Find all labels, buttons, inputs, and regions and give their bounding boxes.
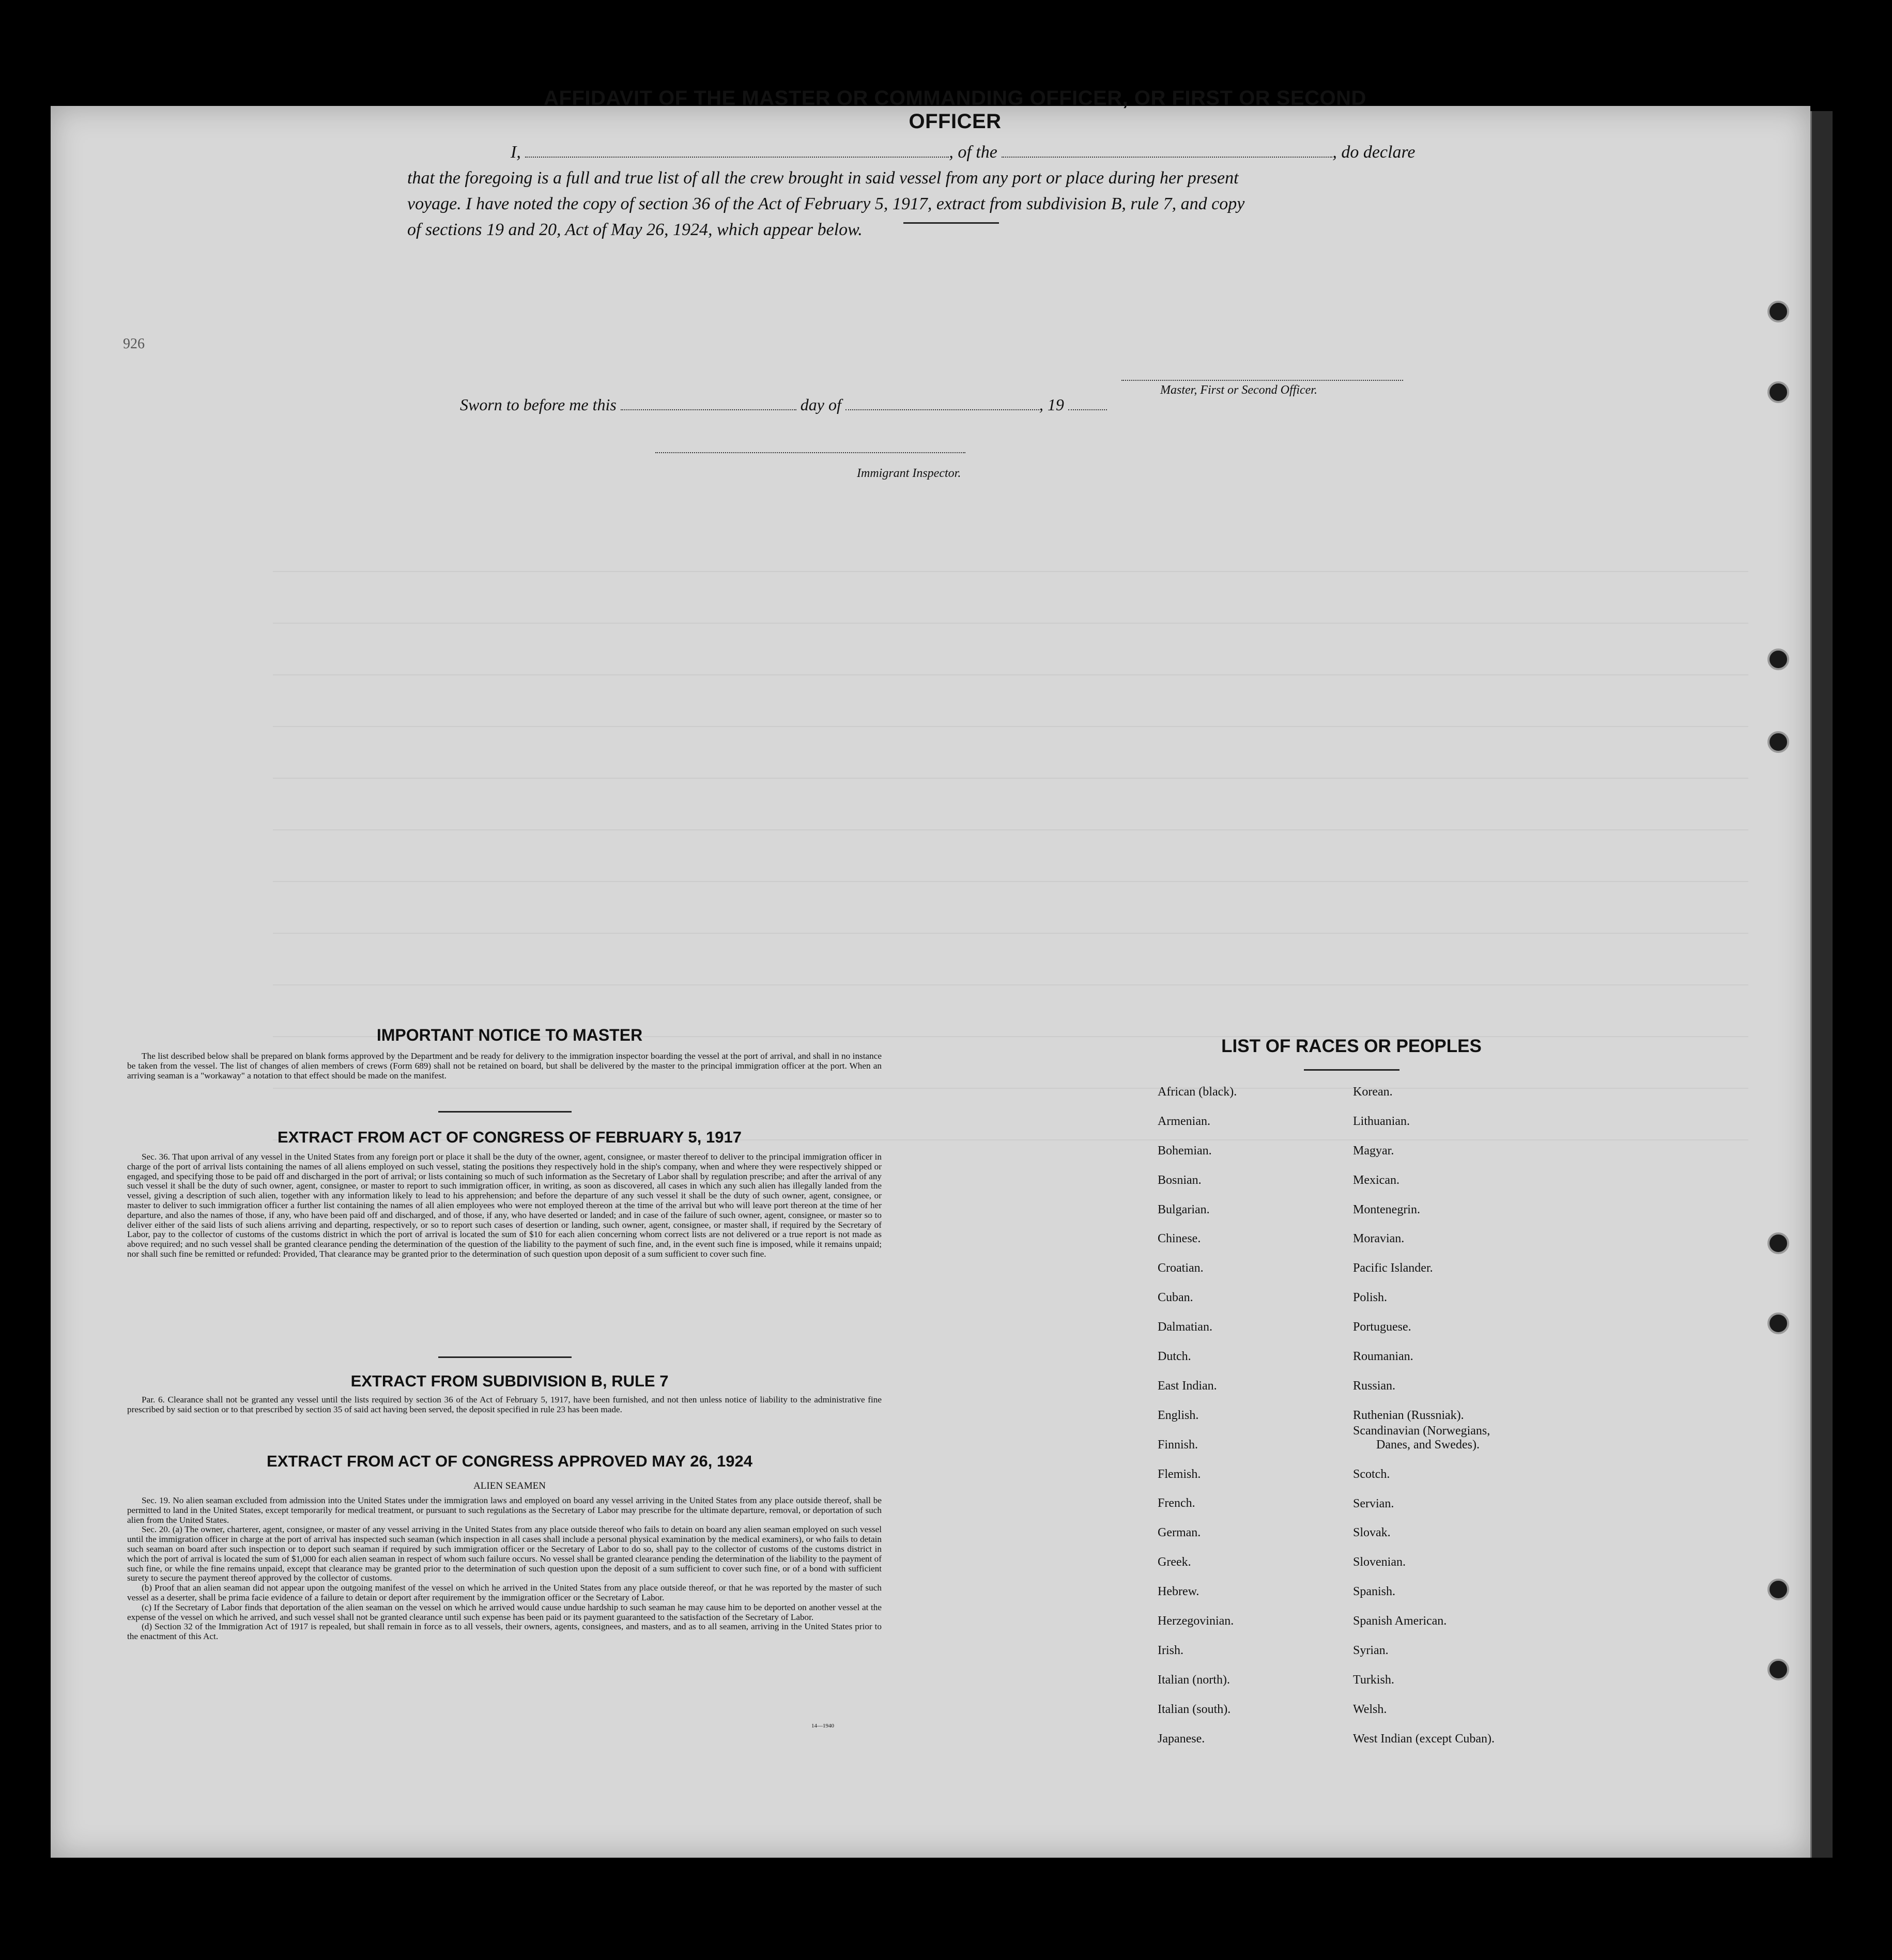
race-item: Herzegovinian. — [1158, 1614, 1234, 1628]
affidavit-of-the: , of the — [949, 143, 997, 162]
affidavit-line-4: of sections 19 and 20, Act of May 26, 1924, which appear below. — [407, 220, 863, 239]
notice-text — [127, 1052, 882, 1081]
race-item: Moravian. — [1353, 1232, 1405, 1246]
race-item: Chinese. — [1158, 1232, 1201, 1246]
divider — [1304, 1069, 1399, 1071]
race-item: Dalmatian. — [1158, 1320, 1212, 1334]
race-item: Armenian. — [1158, 1114, 1210, 1128]
race-item: Slovenian. — [1353, 1555, 1406, 1569]
race-item: Flemish. — [1158, 1467, 1201, 1481]
punch-hole — [1767, 1659, 1789, 1680]
race-item: Roumanian. — [1353, 1350, 1413, 1364]
inspector-label: Immigrant Inspector. — [857, 467, 961, 480]
affidavit-title: AFFIDAVIT OF THE MASTER OR COMMANDING OFFICER, OR FIRST OR SECOND OFFICER — [544, 87, 1366, 133]
race-item: Russian. — [1353, 1379, 1396, 1393]
punch-hole — [1767, 1579, 1789, 1600]
race-item: West Indian (except Cuban). — [1353, 1732, 1495, 1746]
extract-1917-title: EXTRACT FROM ACT OF CONGRESS OF FEBRUARY 5, 1917 — [278, 1128, 742, 1146]
par-6-paragraph: Par. 6. Clearance shall not be granted any vessel until the lists required by section 36 of the Act of February 5, 1917, have been furnished, and not then unless notice of liability to the administrative fine prescribed by said section or to that prescribed by section 35 of said act having been served, the deposit specified in rule 23 has been made. — [127, 1395, 882, 1414]
punch-hole — [1767, 1313, 1789, 1334]
margin-mark: 926 — [123, 336, 145, 352]
vessel-blank[interactable] — [1002, 141, 1332, 158]
race-item: East Indian. — [1158, 1379, 1217, 1393]
race-item: German. — [1158, 1526, 1201, 1540]
race-item: Welsh. — [1353, 1702, 1387, 1716]
races-right-column — [1353, 1085, 1495, 1762]
year-label: , 19 — [1039, 395, 1064, 414]
sec-20b-paragraph: (b) Proof that an alien seaman did not appear upon the outgoing manifest of the vessel on which he arrived in the United States from any place outside thereof, or that he was reported by the master of such vessel as a deserter, shall be prima facie evidence of a failure to detain or deport after requirement by the immigration officer or the Secretary of Labor. — [127, 1583, 882, 1602]
subdivision-b-text — [127, 1395, 882, 1415]
punch-hole — [1767, 649, 1789, 670]
sworn-line — [460, 395, 1107, 414]
alien-seamen-subtitle: ALIEN SEAMEN — [473, 1480, 546, 1491]
extract-1917-text — [127, 1152, 882, 1259]
notice-title: IMPORTANT NOTICE TO MASTER — [376, 1026, 643, 1044]
race-item: Ruthenian (Russniak). — [1353, 1408, 1464, 1422]
day-of-label: day of — [800, 395, 841, 414]
race-item: Spanish. — [1353, 1585, 1396, 1599]
sworn-day-blank[interactable] — [621, 396, 796, 410]
race-item: Japanese. — [1158, 1732, 1205, 1746]
race-item: Turkish. — [1353, 1673, 1394, 1687]
subdivision-b-title: EXTRACT FROM SUBDIVISION B, RULE 7 — [350, 1372, 669, 1390]
race-item: Italian (south). — [1158, 1702, 1231, 1716]
race-item: Italian (north). — [1158, 1673, 1230, 1687]
race-item: Mexican. — [1353, 1173, 1399, 1187]
affidavit-declare: , do declare — [1332, 143, 1416, 162]
affidavit-declaration — [407, 140, 1438, 243]
affidavit-i: I, — [511, 143, 521, 162]
race-item: Scandinavian (Norwegians, — [1353, 1424, 1490, 1438]
divider — [438, 1111, 572, 1113]
race-item: Magyar. — [1353, 1144, 1394, 1158]
race-item: Scotch. — [1353, 1467, 1390, 1481]
form-number: 14—1940 — [811, 1723, 834, 1729]
sec-20a-paragraph: Sec. 20. (a) The owner, charterer, agent, consignee, or master of any vessel arriving in the United States from any place outside thereof who fails to detain on board any alien seaman employed on such vessel until the immigration officer in charge at the port of arrival has inspected such seaman (which inspection in all cases shall include a personal physical examination by the medical examiners), or who fails to detain such seaman on board after such inspection or to deport such seaman if required by such immigration officer or the Secretary of Labor to do so, shall pay to the collector of customs of the customs district in which the port of arrival is located the sum of $1,000 for each alien seaman in respect of whom such failure occurs. No vessel shall be granted clearance pending the determination of the liability to the payment of such fine, or while the fine remains unpaid, except that clearance may be granted prior to the determination of such question upon the deposit of a sum sufficient to cover such fine, or of a bond with sufficient surety to secure the payment thereof approved by the collector of customs. — [127, 1524, 882, 1583]
race-item: Dutch. — [1158, 1350, 1191, 1364]
race-item: Irish. — [1158, 1643, 1183, 1657]
race-item: Polish. — [1353, 1291, 1388, 1305]
punch-hole — [1767, 301, 1789, 322]
race-item: Bulgarian. — [1158, 1202, 1210, 1216]
affidavit-line-2: that the foregoing is a full and true list of all the crew brought in said vessel from any port or place during her present — [407, 168, 1239, 188]
race-item: Lithuanian. — [1353, 1114, 1410, 1128]
race-item: Greek. — [1158, 1555, 1191, 1569]
extract-1924-title: EXTRACT FROM ACT OF CONGRESS APPROVED MAY 26, 1924 — [267, 1452, 752, 1470]
race-item: French. — [1158, 1496, 1195, 1510]
punch-hole — [1767, 1232, 1789, 1254]
inspector-signature-line[interactable] — [655, 452, 965, 453]
sworn-year-blank[interactable] — [1068, 396, 1107, 410]
race-item: Danes, and Swedes). — [1376, 1438, 1480, 1452]
punch-hole — [1767, 731, 1789, 753]
race-item: Portuguese. — [1353, 1320, 1411, 1334]
race-item: Finnish. — [1158, 1438, 1198, 1452]
sec-20d-paragraph: (d) Section 32 of the Immigration Act of 1917 is repealed, but shall remain in force as to all vessels, their owners, agents, consignees, and masters, and as to all seamen, arriving in the United States prior to the enactment of this Act. — [127, 1622, 882, 1642]
races-left-column — [1158, 1085, 1237, 1761]
divider — [438, 1356, 572, 1358]
race-item: English. — [1158, 1408, 1199, 1422]
race-item: Servian. — [1353, 1496, 1394, 1510]
sec-36-paragraph: Sec. 36. That upon arrival of any vessel in the United States from any foreign port or place it shall be the duty of the owner, agent, consignee, or master thereof to deliver to the principal immigration officer in charge of the port of arrival lists containing the names of all aliens employed on such vessel, stating the positions they respectively hold in the ship's company, when and where they were respectively shipped or engaged, and specifying those to be paid off and discharged in the port of arrival; or lists containing so much of such information as the Secretary of Labor shall by regulation prescribe; and after the arrival of any such vessel it shall be the duty of such owner, agent, consignee, or master to report to such immigration officer, in writing, as soon as discovered, all cases in which any such alien has illegally landed from the vessel, giving a description of such alien, together with any information likely to lead to his apprehension; and before the departure of any such vessel it shall be the duty of such owner, agent, consignee, or master to deliver to such immigration officer a further list containing the names of all alien employees who were not employed thereon at the time of the arrival but who will leave port thereon at the time of her departure, and also the names of those, if any, who have been paid off and discharged, and of those, if any, who have deserted or landed; and in case of the failure of such owner, agent, consignee, or master so to deliver either of the said lists of such aliens arriving and departing, respectively, or so to report such cases of desertion or landing, such owner, agent, consignee, or master shall, if required by the Secretary of Labor, pay to the collector of customs of the customs district in which the port of arrival is located the sum of $10 for each alien concerning whom correct lists are not delivered or a true report is not made as above required; and no such vessel shall be granted clearance pending the determination of the question of the liability to the payment of such fine, and, in the event such fine is imposed, while it remains unpaid; nor shall such fine be remitted or refunded: Provided, That clearance may be granted prior to the determination of such question upon deposit of a sum sufficient to cover such fine. — [127, 1152, 882, 1259]
race-item: Korean. — [1353, 1085, 1393, 1099]
race-item: African (black). — [1158, 1085, 1237, 1099]
race-item: Pacific Islander. — [1353, 1261, 1433, 1275]
race-item: Syrian. — [1353, 1644, 1389, 1658]
race-item: Slovak. — [1353, 1526, 1391, 1540]
name-blank[interactable] — [525, 141, 949, 158]
race-item: Montenegrin. — [1353, 1202, 1420, 1216]
race-item: Bohemian. — [1158, 1144, 1212, 1158]
notice-paragraph: The list described below shall be prepared on blank forms approved by the Department and be ready for delivery to the immigration inspector boarding the vessel at the port of arrival, and shall in no instance be taken from the vessel. The list of changes of alien members of crews (Form 689) shall not be retained on board, but shall be delivered by the master to the principal immigration officer at the port. When an arriving seaman is a "workaway" a notation to that effect should be made on the manifest. — [127, 1051, 882, 1081]
extract-1924-text — [127, 1496, 882, 1642]
race-item: Croatian. — [1158, 1261, 1204, 1275]
affidavit-line-3: voyage. I have noted the copy of section 36 of the Act of February 5, 1917, extract from subdivision B, rule 7, and copy — [407, 194, 1245, 213]
sec-19-paragraph: Sec. 19. No alien seaman excluded from admission into the United States under the immigration laws and employed on board any vessel arriving in the United States from any place outside thereof, shall be permitted to land in the United States, except temporarily for medical treatment, or pursuant to such regulations as the Secretary of Labor may prescribe for the ultimate departure, removal, or deportation of such alien from the United States. — [127, 1495, 882, 1525]
sworn-label: Sworn to before me this — [460, 395, 617, 414]
master-signature-label: Master, First or Second Officer. — [1160, 383, 1317, 397]
races-title: LIST OF RACES OR PEOPLES — [1221, 1036, 1482, 1056]
sworn-month-blank[interactable] — [845, 396, 1039, 410]
race-item: Hebrew. — [1158, 1585, 1199, 1599]
race-item: Spanish American. — [1353, 1614, 1447, 1628]
punch-hole — [1767, 381, 1789, 403]
race-item: Bosnian. — [1158, 1173, 1202, 1187]
sec-20c-paragraph: (c) If the Secretary of Labor finds that deportation of the alien seaman on the vessel on which he arrived would cause undue hardship to such seaman he may cause him to be deported on another vessel at the expense of the vessel on which he arrived, and such vessel shall not be granted clearance until such expense has been paid or its payment guaranteed to the satisfaction of the Secretary of Labor. — [127, 1602, 882, 1622]
binding-edge — [1810, 111, 1833, 1858]
master-signature-line[interactable] — [1121, 380, 1403, 381]
race-item: Cuban. — [1158, 1291, 1193, 1305]
